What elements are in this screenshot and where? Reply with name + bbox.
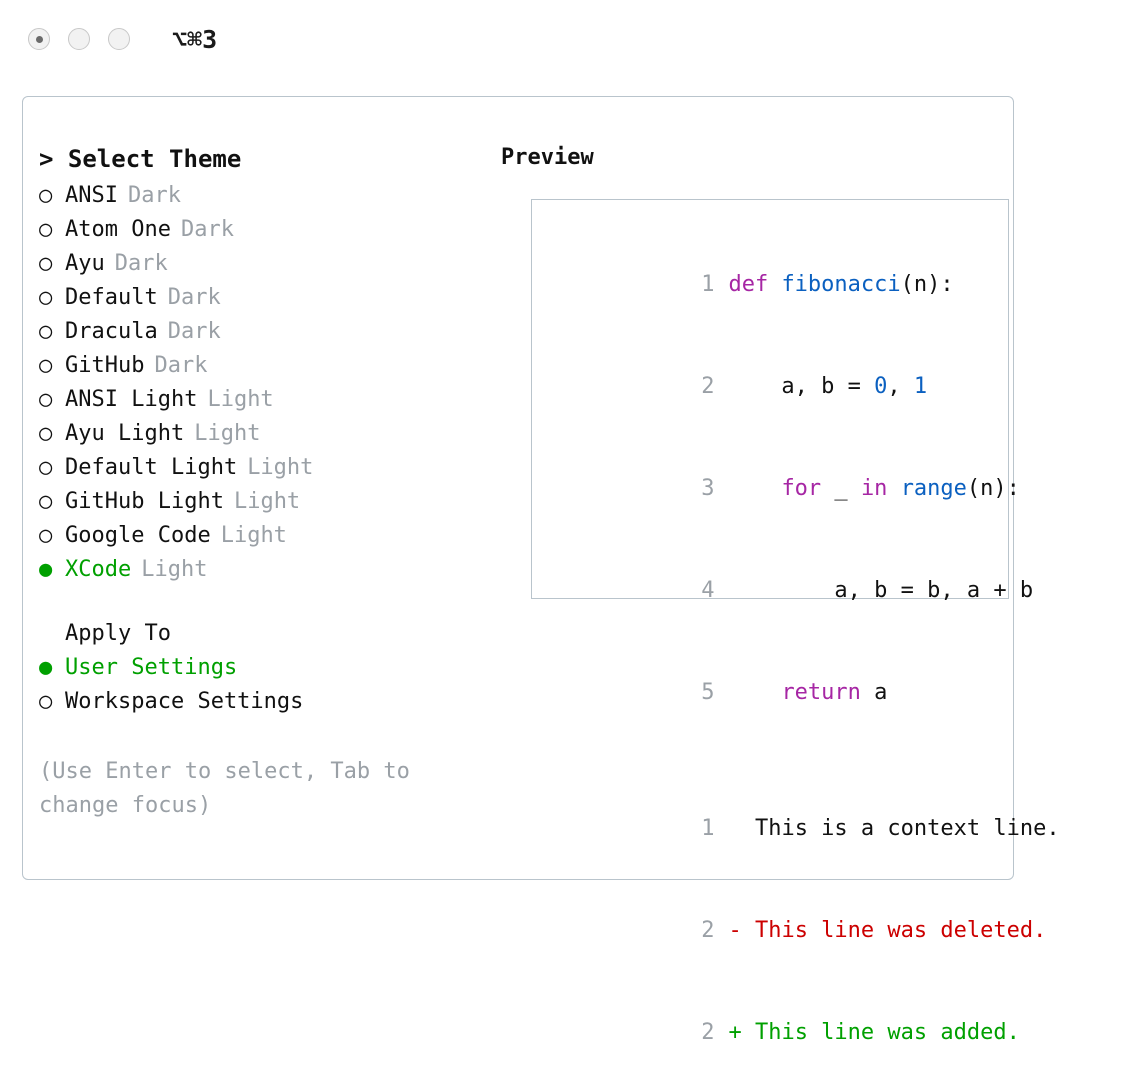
- theme-option-tag: Dark: [114, 251, 168, 276]
- theme-option-label: Google Code: [65, 523, 211, 548]
- diff-text: This line was deleted.: [754, 918, 1047, 943]
- preview-box: [531, 199, 1060, 1045]
- theme-option-github-light[interactable]: [39, 485, 479, 519]
- select-theme-heading: > Select Theme: [39, 145, 242, 173]
- radio-icon: ○: [39, 523, 53, 548]
- theme-option-tag: Light: [233, 489, 301, 514]
- theme-option-ansi-dark[interactable]: [39, 179, 479, 213]
- theme-option-tag: Dark: [167, 319, 221, 344]
- theme-option-tag: Dark: [127, 183, 181, 208]
- code-line: [552, 336, 1008, 438]
- diff-text: This line was added.: [754, 1020, 1020, 1045]
- code-token: range: [900, 476, 967, 501]
- theme-picker-panel: [22, 96, 1060, 1045]
- theme-option-atom-one-dark[interactable]: [39, 213, 479, 247]
- apply-to-option-label: Workspace Settings: [65, 689, 304, 714]
- code-token: [728, 476, 781, 501]
- radio-icon: ○: [39, 319, 53, 344]
- window-dot-close[interactable]: [28, 28, 50, 50]
- theme-option-label: Atom One: [65, 217, 171, 242]
- keyboard-shortcut-label: ⌥⌘3: [172, 24, 218, 54]
- theme-option-label: Ayu: [65, 251, 105, 276]
- window-titlebar: [0, 0, 1140, 78]
- code-token: ,: [887, 374, 914, 399]
- apply-to-option-label: User Settings: [65, 655, 238, 680]
- radio-icon: ○: [39, 353, 53, 378]
- theme-option-github-dark[interactable]: [39, 349, 479, 383]
- theme-option-label: GitHub: [65, 353, 145, 378]
- theme-option-dracula-dark[interactable]: [39, 315, 479, 349]
- theme-option-label: ANSI: [65, 183, 118, 208]
- code-token: def: [728, 272, 782, 297]
- code-line: [552, 234, 1008, 336]
- preview-spacer: [552, 744, 1008, 778]
- theme-option-tag: Light: [220, 523, 287, 548]
- line-number: 2: [701, 918, 715, 943]
- apply-to-heading: Apply To: [65, 621, 171, 646]
- keyboard-hint-text: (Use Enter to select, Tab to change focus): [39, 759, 410, 818]
- code-token: (n):: [900, 272, 954, 297]
- code-token: [887, 476, 900, 501]
- code-token: 1: [913, 374, 928, 399]
- diff-marker: -: [728, 918, 755, 943]
- theme-option-tag: Light: [247, 455, 314, 480]
- line-number: 5: [701, 680, 715, 705]
- code-line: [552, 642, 1008, 744]
- code-token: [728, 680, 781, 705]
- diff-marker: [728, 816, 755, 841]
- preview-heading: Preview: [501, 145, 594, 170]
- line-number: 1: [701, 272, 715, 297]
- line-number: 2: [701, 1020, 715, 1045]
- theme-option-label: ANSI Light: [65, 387, 198, 412]
- theme-option-tag: Light: [194, 421, 261, 446]
- theme-option-ansi-light[interactable]: [39, 383, 479, 417]
- code-token: a: [860, 680, 888, 705]
- radio-selected-icon: ●: [39, 655, 53, 680]
- preview-column: [501, 145, 1060, 1045]
- radio-icon: ○: [39, 387, 53, 412]
- line-number: 1: [701, 816, 715, 841]
- radio-icon: ○: [39, 489, 53, 514]
- theme-option-xcode-light[interactable]: [39, 553, 479, 587]
- code-line: [552, 540, 1034, 642]
- code-token: in: [860, 476, 888, 501]
- diff-marker: +: [728, 1020, 755, 1045]
- code-token: for: [781, 476, 822, 501]
- code-token: 0: [874, 374, 888, 399]
- code-token: _: [821, 476, 861, 501]
- theme-option-label: Dracula: [65, 319, 158, 344]
- window-dot-minimize[interactable]: [68, 28, 90, 50]
- theme-option-default-dark[interactable]: [39, 281, 479, 315]
- theme-option-ayu-light[interactable]: [39, 417, 479, 451]
- code-token: return: [781, 680, 861, 705]
- code-token: (n):: [966, 476, 1020, 501]
- code-line: [552, 438, 1020, 540]
- diff-text: This is a context line.: [754, 816, 1060, 841]
- window-dot-zoom[interactable]: [108, 28, 130, 50]
- theme-option-tag: Light: [207, 387, 274, 412]
- apply-to-option-user-settings[interactable]: [39, 651, 479, 685]
- radio-selected-icon: ●: [39, 557, 53, 582]
- diff-line-context: [552, 778, 1060, 880]
- theme-option-label: Default: [65, 285, 158, 310]
- radio-icon: ○: [39, 455, 53, 480]
- theme-option-ayu-dark[interactable]: [39, 247, 479, 281]
- radio-icon: ○: [39, 251, 53, 276]
- line-number: 4: [701, 578, 715, 603]
- theme-option-google-code[interactable]: [39, 519, 479, 553]
- diff-line-deleted: [552, 880, 1047, 982]
- theme-option-tag: Dark: [154, 353, 208, 378]
- radio-icon: ○: [39, 217, 53, 242]
- radio-icon: ○: [39, 689, 53, 714]
- theme-option-label: Ayu Light: [65, 421, 185, 446]
- code-token: fibonacci: [781, 272, 901, 297]
- radio-icon: ○: [39, 285, 53, 310]
- radio-icon: ○: [39, 183, 53, 208]
- theme-option-label: Default Light: [65, 455, 238, 480]
- line-number: 3: [701, 476, 715, 501]
- theme-option-default-light[interactable]: [39, 451, 479, 485]
- theme-option-tag: Light: [141, 557, 208, 582]
- code-token: a, b =: [728, 374, 875, 399]
- theme-option-tag: Dark: [180, 217, 234, 242]
- theme-list-column: [39, 145, 479, 823]
- diff-line-added: [552, 982, 1020, 1084]
- theme-option-label: GitHub Light: [65, 489, 224, 514]
- theme-option-label: XCode: [65, 557, 132, 582]
- line-number: 2: [701, 374, 715, 399]
- apply-to-option-workspace-settings[interactable]: [39, 685, 479, 719]
- theme-option-tag: Dark: [167, 285, 221, 310]
- radio-icon: ○: [39, 421, 53, 446]
- code-token: a, b = b, a + b: [728, 578, 1034, 603]
